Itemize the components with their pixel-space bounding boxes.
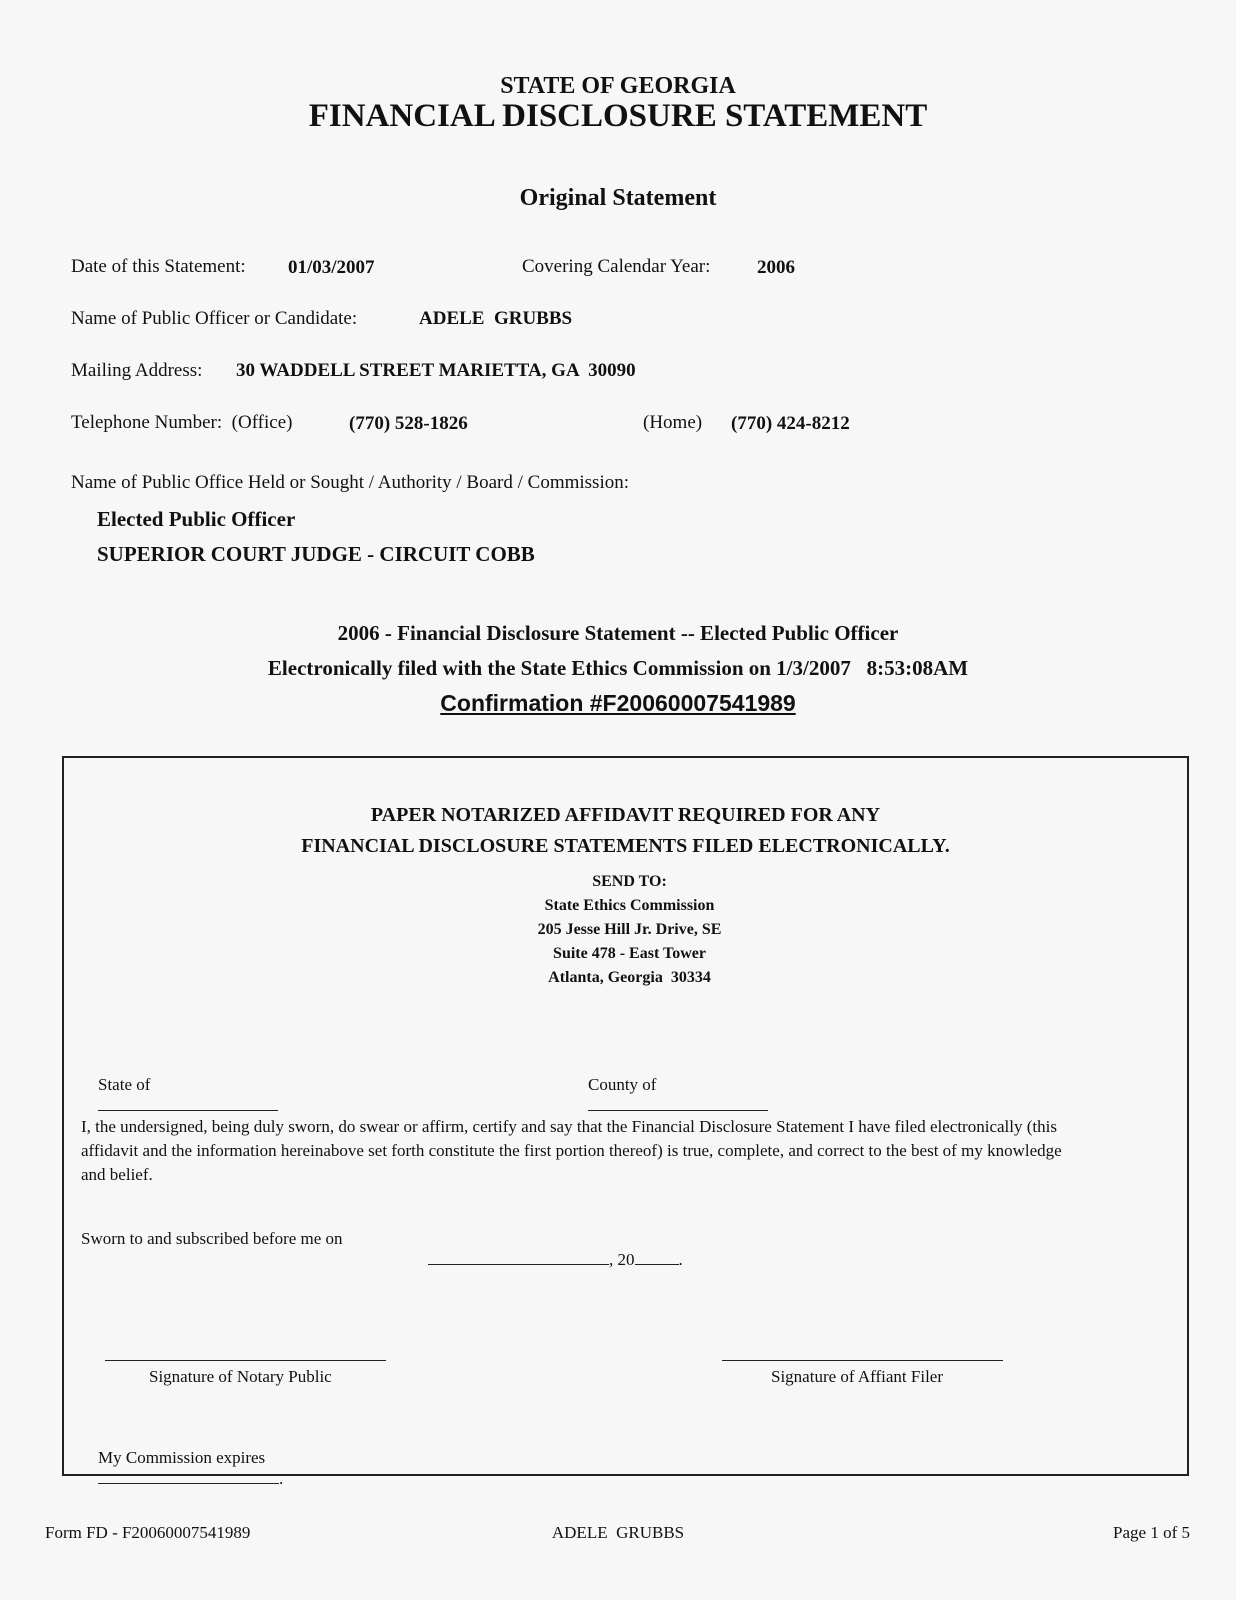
affidavit-heading-1: PAPER NOTARIZED AFFIDAVIT REQUIRED FOR ANY: [370, 804, 881, 826]
send-to-line-1: State Ethics Commission: [544, 897, 715, 914]
document-title: FINANCIAL DISCLOSURE STATEMENT: [308, 98, 928, 134]
affidavit-heading-2: FINANCIAL DISCLOSURE STATEMENTS FILED ELECTRONICALLY.: [301, 835, 950, 857]
year-label: Covering Calendar Year:: [522, 256, 711, 277]
name-value: ADELE GRUBBS: [419, 308, 573, 329]
oath-paragraph: I, the undersigned, being duly sworn, do swear or affirm, certify and say that the Financial Disclosure Statement I have filed electronically (this affidavit and the information hereinabove set forth constitute the first portion thereof) is true, complete, and correct to the best of my knowledge and belief.: [81, 1117, 1062, 1184]
affiant-signature-line: [722, 1360, 1003, 1361]
phone-label: Telephone Number: (Office): [71, 412, 293, 433]
address-value: 30 WADDELL STREET MARIETTA, GA 30090: [236, 360, 636, 381]
commission-period: .: [279, 1469, 284, 1488]
send-to-line-2: 205 Jesse Hill Jr. Drive, SE: [537, 921, 722, 938]
notary-signature-label: Signature of Notary Public: [149, 1367, 332, 1386]
sworn-label: Sworn to and subscribed before me on: [81, 1229, 343, 1248]
name-label: Name of Public Officer or Candidate:: [71, 308, 358, 329]
send-to-line-3: Suite 478 - East Tower: [553, 945, 706, 962]
state-heading: STATE OF GEORGIA: [500, 73, 736, 99]
sworn-year-blank: [635, 1249, 679, 1265]
phone-home-label: (Home): [643, 412, 703, 433]
office-label: Name of Public Office Held or Sought / Authority / Board / Commission:: [71, 472, 629, 493]
state-of-blank: [98, 1095, 278, 1111]
footer-form-id: Form FD - F20060007541989: [45, 1523, 251, 1542]
summary-line1: 2006 - Financial Disclosure Statement -- Elected Public Officer: [337, 621, 899, 645]
date-label: Date of this Statement:: [71, 256, 246, 277]
affiant-signature-label: Signature of Affiant Filer: [771, 1367, 944, 1386]
phone-office-value: (770) 528-1826: [349, 413, 468, 434]
affidavit-box: [62, 756, 1189, 1488]
footer-name: ADELE GRUBBS: [551, 1523, 685, 1542]
footer-page-number: Page 1 of 5: [1113, 1523, 1190, 1542]
statement-type: Original Statement: [519, 185, 717, 211]
notary-signature-line: [105, 1360, 386, 1361]
address-label: Mailing Address:: [71, 360, 203, 381]
sworn-period: .: [678, 1250, 683, 1269]
office-type: Elected Public Officer: [97, 507, 296, 531]
county-of-label: County of: [588, 1075, 657, 1094]
sworn-date-field: [411, 1229, 683, 1290]
send-to-line-4: Atlanta, Georgia 30334: [548, 969, 711, 986]
date-value: 01/03/2007: [288, 257, 375, 278]
year-value: 2006: [757, 257, 795, 278]
sworn-date-blank: [428, 1249, 609, 1265]
county-of-blank: [588, 1095, 768, 1111]
state-of-label: State of: [98, 1075, 151, 1094]
commission-blank: [98, 1468, 279, 1484]
sworn-year-prefix: , 20: [609, 1250, 635, 1269]
send-to-label: SEND TO:: [592, 873, 667, 890]
phone-home-value: (770) 424-8212: [731, 413, 850, 434]
commission-label: My Commission expires: [98, 1448, 266, 1467]
commission-field: [81, 1428, 283, 1509]
summary-line2: Electronically filed with the State Ethics Commission on 1/3/2007 8:53:08AM: [267, 656, 969, 680]
office-name: SUPERIOR COURT JUDGE - CIRCUIT COBB: [97, 542, 535, 566]
confirmation-number: Confirmation #F20060007541989: [440, 690, 796, 716]
